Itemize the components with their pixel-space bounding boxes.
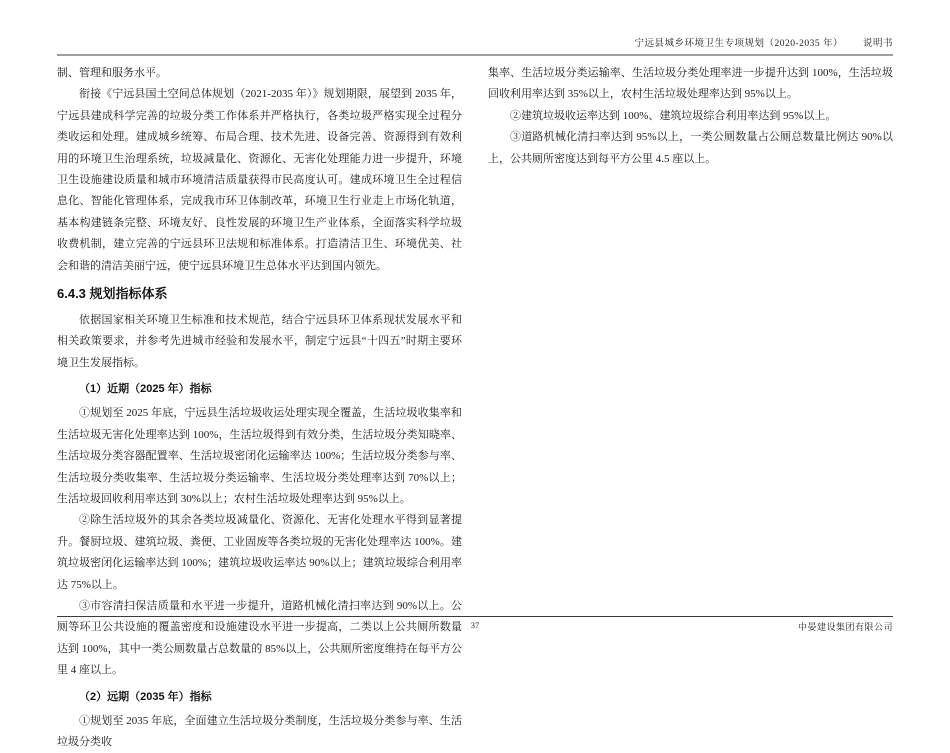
paragraph: ③市容清扫保洁质量和水平进一步提升，道路机械化清扫率达到 90%以上。公厕等环卫公共设施的覆盖密度和设施建设水平进一步提高，二类以上公共厕所数量达到 100%，其中一类公厕数量占总数量的 85%以上，公共厕所密度维持在每平方公里 4 座以上。 [57, 599, 462, 677]
paragraph: ③道路机械化清扫率达到 95%以上，一类公厕数量占公厕总数量比例达 90%以上，公共厕所密度达到每平方公里 4.5 座以上。 [488, 131, 893, 165]
paragraph: ②建筑垃圾收运率达到 100%、建筑垃圾综合利用率达到 95%以上。 [510, 109, 837, 122]
paragraph-continuation: 制、管理和服务水平。 [57, 67, 167, 79]
page-header [634, 37, 893, 51]
section-heading: 6.4.3 规划指标体系 [57, 286, 168, 302]
left-column [57, 63, 462, 753]
paragraph: ①规划至 2025 年底，宁远县生活垃圾收运处理实现全覆盖，生活垃圾收集率和生活垃圾无害化处理率达到 100%，生活垃圾得到有效分类，生活垃圾分类知晓率、生活垃圾分类容器配置率、生活垃圾密闭化运输率达 100%；生活垃圾分类参与率、生活垃圾分类收集率、生活垃圾分类运输率、生活垃圾分类处理率达到 70%以上；生活垃圾回收利用率达到 30%以上；农村生活垃圾处理率达到 95%以上。 [57, 407, 462, 505]
paragraph: 衔接《宁远县国土空间总体规划（2021-2035 年）》规划期限，展望到 2035 年，宁远县建成科学完善的垃圾分类工作体系并严格执行，各类垃圾严格实现全过程分类收运和处理。建成城乡统筹、布局合理、技术先进、设备完善、资源得到有效利用的环境卫生治理系统，垃圾减量化、资源化、无害化处理能力进一步提升，环境卫生设施建设质量和城市环境清洁质量获得市民高度认可。建成环境卫生全过程信息化、智能化管理体系，完成我市环卫体制改革，环境卫生行业走上市场化轨道，基本构建链条完整、环境友好、良性发展的环境卫生产业体系，全面落实科学垃圾收费机制，建立完善的宁远县环卫法规和标准体系。打造清洁卫生、环境优美、社会和谐的清洁美丽宁远，使宁远县环境卫生总体水平达到国内领先。 [57, 88, 462, 272]
header-doc-type: 说明书 [862, 39, 893, 49]
subsection-heading-long-term: （2）远期（2035 年）指标 [79, 690, 212, 703]
document-body [57, 63, 893, 753]
paragraph: ①规划至 2035 年底，全面建立生活垃圾分类制度，生活垃圾分类参与率、生活垃圾分类收 [57, 714, 462, 748]
paragraph-continuation: 集率、生活垃圾分类运输率、生活垃圾分类处理率进一步提升达到 100%，生活垃圾回收利用率达到 35%以上，农村生活垃圾处理率达到 95%以上。 [488, 67, 893, 101]
right-column [488, 63, 893, 753]
footer-divider [57, 616, 893, 617]
paragraph: 依据国家相关环境卫生标准和技术规范，结合宁远县环卫体系现状发展水平和相关政策要求，并参考先进城市经验和发展水平，制定宁远县“十四五”时期主要环境卫生发展指标。 [57, 314, 462, 369]
subsection-heading-near-term: （1）近期（2025 年）指标 [79, 383, 212, 396]
page-number: 37 [470, 620, 480, 630]
header-divider [57, 54, 893, 56]
footer-company: 中晏建设集团有限公司 [797, 622, 893, 632]
paragraph: ②除生活垃圾外的其余各类垃圾减量化、资源化、无害化处理水平得到显著提升。餐厨垃圾、建筑垃圾、粪便、工业固废等各类垃圾的无害化处理率达 100%。建筑垃圾密闭化运输率达到 100%；建筑垃圾收运率达 90%以上；建筑垃圾综合利用率达 75%以上。 [57, 514, 462, 591]
header-doc-title: 宁远县城乡环境卫生专项规划（2020-2035 年） [634, 39, 843, 49]
